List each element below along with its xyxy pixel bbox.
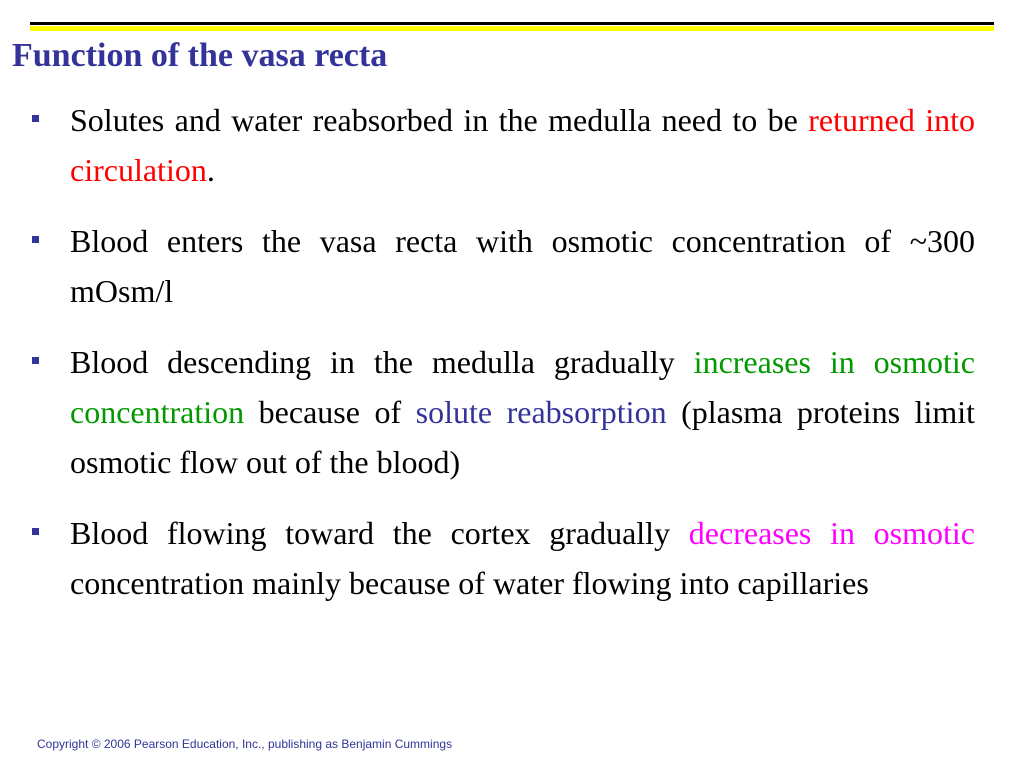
bullet-text-plain: Solutes and water reabsorbed in the medulla need to be xyxy=(70,102,809,138)
bullet-text-plain: Blood flowing toward the cortex gradually xyxy=(70,515,689,551)
title-rule-black xyxy=(30,22,994,25)
bullet-item-blood-descending xyxy=(30,337,975,487)
square-bullet-icon xyxy=(32,357,39,364)
title-rule-yellow xyxy=(30,26,994,31)
bullet-text-highlight-magenta: decreases in osmotic xyxy=(688,515,976,551)
bullet-item-blood-flowing-cortex xyxy=(30,508,975,608)
square-bullet-icon xyxy=(32,236,39,243)
bullet-item-return-to-circulation xyxy=(30,95,975,195)
bullet-text-plain: Blood descending in the medulla gradually xyxy=(70,344,694,380)
square-bullet-icon xyxy=(32,115,39,122)
bullet-text-plain: because of xyxy=(244,394,416,430)
bullet-text-highlight-green: increases in osmotic concentration xyxy=(70,344,976,430)
slide-title: Function of the vasa recta xyxy=(12,37,388,74)
bullet-text-highlight-blue: solute reabsorption xyxy=(415,394,667,430)
bullet-text-highlight-red: returned into circulation xyxy=(70,102,976,188)
bullet-text-plain: . xyxy=(206,152,215,188)
bullet-text-plain: (plasma proteins limit osmotic flow out of the blood) xyxy=(70,394,976,480)
bullet-list xyxy=(30,95,975,629)
square-bullet-icon xyxy=(32,528,39,535)
bullet-text-plain: concentration mainly because of water flowing into capillaries xyxy=(70,565,869,601)
copyright-footer: Copyright © 2006 Pearson Education, Inc., publishing as Benjamin Cummings xyxy=(37,737,453,751)
bullet-item-blood-enters xyxy=(30,216,975,316)
bullet-text-plain: Blood enters the vasa recta with osmotic concentration of ~300 mOsm/l xyxy=(70,223,975,309)
